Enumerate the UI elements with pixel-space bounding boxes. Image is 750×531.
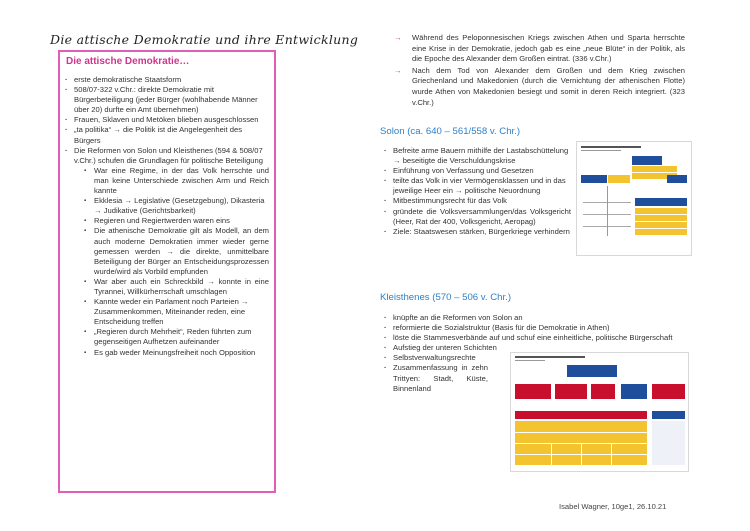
list-item: · reformierte die Sozialstruktur (Basis für die Demokratie in Athen) bbox=[383, 323, 683, 333]
list-item: · Befreite arme Bauern mithilfe der Lastabschüttelung bbox=[383, 146, 571, 156]
list-item: · teilte das Volk in vier Vermögensklassen und in das jeweilige Heer ein → politische Neuordnung bbox=[383, 176, 571, 196]
solon-diagram bbox=[576, 141, 692, 256]
list-item: · 508/07-322 v.Chr.: direkte Demokratie mit Bürgerbeteiligung (jeder Bürger (wohlhabende Männer über 20) durfte ein Amt übernehmen) bbox=[64, 85, 269, 115]
list-item-continuation: → beseitigte die Verschuldungskrise bbox=[393, 156, 516, 166]
list-item: · Frauen, Sklaven und Metöken blieben ausgeschlossen bbox=[64, 115, 269, 125]
list-item: · Selbstverwaltungsrechte bbox=[383, 353, 508, 363]
arrow-icon: → bbox=[394, 65, 402, 75]
arrow-note bbox=[380, 33, 685, 65]
list-item: · knüpfte an die Reformen von Solon an bbox=[383, 313, 683, 323]
list-item: · erste demokratische Staatsform bbox=[64, 75, 269, 85]
kleisthenes-diagram bbox=[510, 352, 689, 472]
sub-list-item: ▪ Ekklesia → Legislative (Gesetzgebung), Dikasteria → Judikative (Gerichtsbarkeit) bbox=[84, 196, 269, 216]
sub-list-item: ▪ „Regieren durch Mehrheit“, Reden führten zum gegenseitigen Aufhetzen aufeinander bbox=[84, 327, 269, 347]
sub-list-item: ▪ Kannte weder ein Parlament noch Parteien → Zusammenkommen, Miteinander reden, eine Entscheidung treffen bbox=[84, 297, 269, 327]
footer-author: Isabel Wagner, 10ge1, 26.10.21 bbox=[559, 502, 667, 511]
page-title: Die attische Demokratie und ihre Entwicklung bbox=[50, 32, 359, 47]
arrow-note-text: Nach dem Tod von Alexander dem Großen und dem Krieg zwischen Griechenland und Makedonien (durch die Vernichtung der athenischen Flotte) wurde Athen von Makedonien besiegt und somit in deren Reich integriert. (323 v.Chr.) bbox=[412, 65, 685, 107]
list-item: · Die Reformen von Solon und Kleisthenes (594 & 508/07 v.Chr.) schufen die Grundlagen für politische Beteiligung bbox=[64, 146, 269, 166]
arrow-icon: → bbox=[394, 33, 402, 42]
sub-list-item: ▪ War aber auch ein Schreckbild → konnte in eine Tyrannei, Willkürherrschaft umschlagen bbox=[84, 277, 269, 297]
kleisthenes-heading: Kleisthenes (570 – 506 v. Chr.) bbox=[380, 292, 512, 303]
arrow-note-text: Während des Peloponnesischen Kriegs zwischen Athen und Sparta herrschte eine Krise in der Demokratie, jedoch gab es eine „neue Blüte“ in der Politik, als die Epoche des Alexander dem Großen eintrat. (336 v.Chr.) bbox=[412, 33, 685, 64]
solon-list bbox=[383, 146, 571, 237]
left-list bbox=[64, 75, 269, 358]
list-item: · „ta politika“ → die Politik ist die Angelegenheit des Bürgers bbox=[64, 125, 269, 145]
list-item: · Aufstieg der unteren Schichten bbox=[383, 343, 508, 353]
sub-list-item: ▪ Die athenische Demokratie gilt als Modell, an dem auch moderne Demokratien immer wieder gerne gemessen werden → die direkte, unmittelbare Beteiligung der Bürger an Entscheidungsprozessen wurde/wird als Vorbild empfunden bbox=[84, 226, 269, 276]
list-item: · Zusammenfassung in zehn Trittyen: Stadt, Küste, Binnenland bbox=[383, 363, 488, 393]
sub-list-item: ▪ Regieren und Regiertwerden waren eins bbox=[84, 216, 269, 226]
solon-heading: Solon (ca. 640 – 561/558 v. Chr.) bbox=[380, 126, 521, 137]
list-item: · gründete die Volksversammlungen/das Volksgericht (Heer, Rat der 400, Volksgericht, Aeropag) bbox=[383, 207, 571, 227]
sub-list-item: ▪ Es gab weder Meinungsfreiheit noch Opposition bbox=[84, 348, 269, 358]
box-heading: Die attische Demokratie… bbox=[66, 56, 190, 67]
arrow-note bbox=[380, 66, 685, 108]
list-item: · löste die Stammesverbände auf und schuf eine einheitliche, politische Bürgerschaft bbox=[383, 333, 683, 343]
list-item: · Ziele: Staatswesen stärken, Bürgerkriege verhindern bbox=[383, 227, 593, 237]
list-item: · Mitbestimmungsrecht für das Volk bbox=[383, 196, 571, 206]
list-item: · Einführung von Verfassung und Gesetzen bbox=[383, 166, 571, 176]
sub-list-item: ▪ War eine Regime, in der das Volk herrschte und man keine Unterschiede zwischen Arm und Reich kannte bbox=[84, 166, 269, 196]
history-notes bbox=[380, 33, 685, 109]
